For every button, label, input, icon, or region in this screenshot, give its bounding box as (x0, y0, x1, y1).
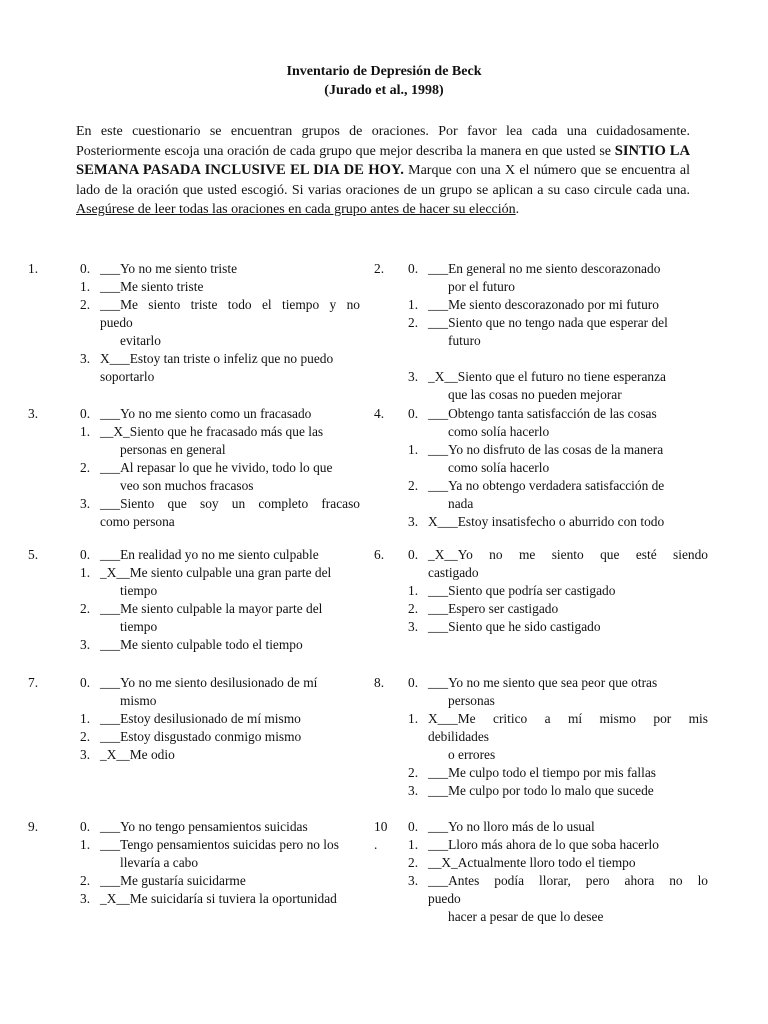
option-text (428, 405, 708, 441)
option-text-line: ___Me siento culpable todo el tiempo (100, 637, 303, 652)
option-label: 2. (408, 855, 419, 870)
option-text (428, 854, 708, 872)
option-label: 2. (408, 315, 419, 330)
option-text (100, 636, 360, 654)
option-label: 2. (408, 765, 419, 780)
option-text-line: _X__Siento que el futuro no tiene esperanza (428, 369, 666, 384)
option-label: 1. (408, 442, 419, 457)
question-number: 3. (28, 406, 39, 421)
option-text (100, 495, 360, 531)
option-label: 1. (80, 565, 91, 580)
option-label: 3. (80, 747, 91, 762)
option-text (100, 296, 360, 350)
instructions-text-1: En este cuestionario se encuentran grupos de oraciones. Por favor lea cada una cuidadosamente. Posteriormente escoja una oración de cada grupo que mejor describa la manera en que usted se (76, 124, 690, 159)
option-label: 3. (408, 514, 419, 529)
instructions-text-2: Marque con una X el número que se encuentra al lado de la oración que usted escogió. Si varias oraciones de un grupo se aplican a su caso circule cada una. (76, 163, 690, 198)
option-text-line: _X__Me suicidaría si tuviera la oportunidad (100, 891, 337, 906)
option-text-line: ___Espero ser castigado (428, 601, 559, 616)
option-text-line: como solía hacerlo (448, 424, 550, 439)
option-text (100, 600, 360, 636)
option-label: 1. (408, 711, 419, 726)
option-label: 2. (80, 460, 91, 475)
option-text-line: por el futuro (448, 279, 515, 294)
option-text (428, 836, 708, 854)
option-text-line: o errores (448, 747, 496, 762)
option-text (100, 872, 380, 890)
option-text (428, 710, 708, 764)
option-text-line: ___Me siento triste todo el tiempo y no (100, 297, 360, 312)
option-text (100, 278, 360, 296)
option-text-line: ___Siento que no tengo nada que esperar del (428, 315, 668, 330)
option-text-line: tiempo (120, 583, 158, 598)
option-text-line: __X_Siento que he fracasado más que las (100, 424, 324, 439)
option-text-line: ___Estoy desilusionado de mí mismo (100, 711, 301, 726)
question-number: 10 (374, 819, 388, 834)
option-label: 2. (80, 729, 91, 744)
page-title: Inventario de Depresión de Beck (286, 64, 482, 79)
option-text-line: que las cosas no pueden mejorar (448, 387, 622, 402)
option-label: 0. (80, 819, 91, 834)
option-text-line: debilidades (428, 729, 489, 744)
option-text-line: ___Me siento triste (100, 279, 204, 294)
option-text (428, 441, 708, 477)
option-text-line: nada (448, 496, 474, 511)
option-label: 3. (408, 783, 419, 798)
option-text-line: puedo (100, 315, 133, 330)
option-label: 0. (80, 406, 91, 421)
option-text-line: soportarlo (100, 369, 155, 384)
option-text (100, 405, 360, 423)
option-label: 1. (80, 424, 91, 439)
question-number: 6. (374, 547, 385, 562)
instructions-end: . (515, 202, 520, 218)
option-label: 0. (408, 261, 419, 276)
option-text-line: ___Me culpo todo el tiempo por mis fallas (428, 765, 656, 780)
question-number: 1. (28, 261, 39, 276)
option-label: 3. (80, 351, 91, 366)
option-text-line: ___En realidad yo no me siento culpable (100, 547, 319, 562)
option-label: 3. (80, 637, 91, 652)
option-text (428, 600, 708, 618)
option-text (428, 782, 708, 800)
option-label: 0. (408, 819, 419, 834)
option-text-line: llevaría a cabo (120, 855, 199, 870)
option-text-line: veo son muchos fracasos (120, 478, 254, 493)
option-text-line: ___Yo no lloro más de lo usual (428, 819, 595, 834)
option-text (428, 260, 708, 296)
option-text (100, 818, 380, 836)
option-text-line: ___Yo no me siento como un fracasado (100, 406, 312, 421)
option-text (100, 836, 380, 872)
option-text-line: ___Siento que he sido castigado (428, 619, 601, 634)
question-number: 8. (374, 675, 385, 690)
option-text (100, 546, 360, 564)
option-text (428, 513, 708, 531)
option-label: 1. (80, 279, 91, 294)
option-text-line: X___Me critico a mí mismo por mis (428, 711, 708, 726)
option-text-line: ___Me siento culpable la mayor parte del (100, 601, 323, 616)
option-label: 0. (80, 261, 91, 276)
option-label: 1. (408, 297, 419, 312)
option-text-line: personas (448, 693, 495, 708)
option-text (428, 818, 708, 836)
option-text (428, 296, 708, 314)
instructions-emphasis: SINTIO LA SEMANA PASADA INCLUSIVE EL DIA DE HOY. (76, 142, 690, 179)
option-text-line: __X_Actualmente lloro todo el tiempo (428, 855, 636, 870)
option-text-line: X___Estoy tan triste o infeliz que no puedo (100, 351, 334, 366)
option-label: 0. (80, 547, 91, 562)
option-label: 2. (80, 601, 91, 616)
option-label: 1. (80, 837, 91, 852)
option-text-line: _X__Me siento culpable una gran parte del (100, 565, 332, 580)
option-label: 1. (80, 711, 91, 726)
option-text-line: como solía hacerlo (448, 460, 550, 475)
option-text (428, 314, 708, 350)
question-number-tail: . (374, 837, 378, 852)
option-text-line: como persona (100, 514, 175, 529)
option-text-line: ___Yo no me siento que sea peor que otras (428, 675, 658, 690)
option-text-line: ___Lloro más ahora de lo que soba hacerlo (428, 837, 659, 852)
question-number: 4. (374, 406, 385, 421)
option-text-line: ___Al repasar lo que he vivido, todo lo que (100, 460, 333, 475)
option-text-line: ___En general no me siento descorazonado (428, 261, 661, 276)
option-label: 0. (408, 547, 419, 562)
option-text (428, 582, 708, 600)
option-text-line: ___Siento que soy un completo fracaso (100, 496, 360, 511)
option-label: 1. (408, 837, 419, 852)
option-label: 3. (80, 496, 91, 511)
option-text (100, 746, 360, 764)
option-text-line: evitarlo (120, 333, 161, 348)
option-text (100, 728, 360, 746)
option-text (428, 764, 708, 782)
option-text (428, 546, 708, 582)
option-text (100, 674, 360, 710)
option-text-line: futuro (448, 333, 481, 348)
option-text (428, 477, 708, 513)
option-text-line: ___Obtengo tanta satisfacción de las cosas (428, 406, 657, 421)
option-text-line: castigado (428, 565, 479, 580)
option-text-line: ___Me siento descorazonado por mi futuro (428, 297, 659, 312)
option-label: 0. (408, 406, 419, 421)
option-text-line: _X__Yo no me siento que esté siendo (428, 547, 708, 562)
option-text-line: puedo (428, 891, 461, 906)
option-text (428, 618, 708, 636)
option-text (428, 872, 708, 926)
option-label: 3. (80, 891, 91, 906)
option-label: 2. (80, 297, 91, 312)
page-subtitle: (Jurado et al., 1998) (324, 83, 444, 98)
option-text (100, 459, 360, 495)
option-text-line: ___Estoy disgustado conmigo mismo (100, 729, 302, 744)
option-text-line: personas en general (120, 442, 226, 457)
option-text-line: _X__Me odio (100, 747, 175, 762)
option-text-line: ___Siento que podría ser castigado (428, 583, 616, 598)
option-label: 2. (408, 478, 419, 493)
option-text (100, 260, 360, 278)
instructions-underlined: Asegúrese de leer todas las oraciones en cada grupo antes de hacer su elección (76, 202, 516, 218)
option-label: 1. (408, 583, 419, 598)
option-label: 0. (408, 675, 419, 690)
option-label: 3. (408, 369, 419, 384)
option-label: 0. (80, 675, 91, 690)
option-text (100, 350, 360, 386)
option-text (100, 890, 380, 908)
option-text-line: hacer a pesar de que lo desee (448, 909, 604, 924)
option-text-line: X___Estoy insatisfecho o aburrido con todo (428, 514, 665, 529)
option-text (428, 368, 708, 404)
instructions-paragraph (76, 122, 690, 220)
option-label: 3. (408, 873, 419, 888)
option-text (428, 674, 708, 710)
question-number: 2. (374, 261, 385, 276)
option-text-line: ___Tengo pensamientos suicidas pero no los (100, 837, 339, 852)
option-text (100, 564, 360, 600)
option-text-line: ___Yo no disfruto de las cosas de la manera (428, 442, 664, 457)
option-text-line: ___Yo no me siento triste (100, 261, 238, 276)
question-number: 9. (28, 819, 39, 834)
option-label: 2. (80, 873, 91, 888)
option-text-line: ___Yo no me siento desilusionado de mí (100, 675, 318, 690)
question-number: 7. (28, 675, 39, 690)
option-text-line: tiempo (120, 619, 158, 634)
option-text-line: ___Ya no obtengo verdadera satisfacción de (428, 478, 665, 493)
option-text (100, 710, 360, 728)
option-label: 2. (408, 601, 419, 616)
option-text-line: ___Antes podía llorar, pero ahora no lo (428, 873, 708, 888)
option-text-line: ___Yo no tengo pensamientos suicidas (100, 819, 308, 834)
option-text-line: ___Me gustaría suicidarme (100, 873, 246, 888)
option-label: 3. (408, 619, 419, 634)
option-text (100, 423, 360, 459)
option-text-line: ___Me culpo por todo lo malo que sucede (428, 783, 654, 798)
question-number: 5. (28, 547, 39, 562)
option-text-line: mismo (120, 693, 157, 708)
